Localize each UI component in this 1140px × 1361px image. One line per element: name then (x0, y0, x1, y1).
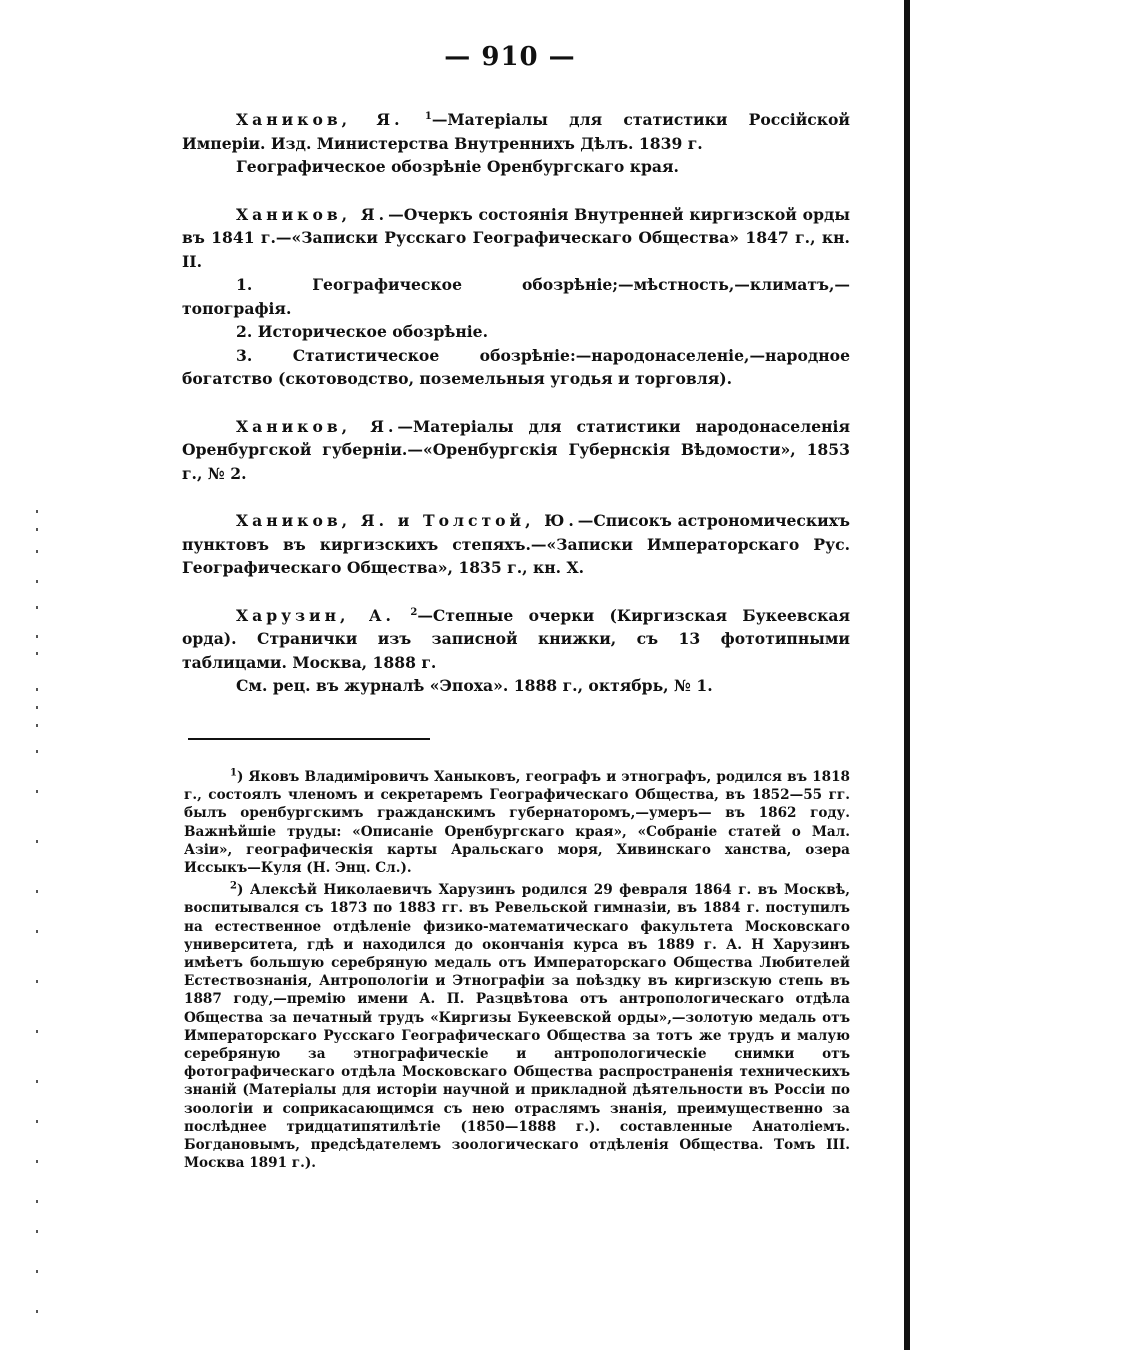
page-edge-rule (904, 0, 910, 1350)
footnotes (184, 768, 850, 1176)
entry-text: —Списокъ астрономическихъ пунктовъ въ киргизскихъ степяхъ.—«Записки Императорскаго Рус. Географическаго Общества», 1835 г., кн. X. (182, 511, 850, 577)
bibliography-entry (182, 509, 850, 580)
footnote (184, 881, 850, 1172)
entry-line: 2. Историческое обозрѣніе. (236, 322, 489, 341)
bibliography-entry (182, 604, 850, 698)
entry-author: Хаников, Я. (236, 110, 404, 129)
entry-text: —Степные очерки (Киргизская Букеевская орда). Странички изъ записной книжки, съ 13 фототипными таблицами. Москва, 1888 г. (182, 605, 851, 672)
bibliography-entry (182, 415, 850, 486)
entry-line (182, 604, 850, 675)
page-number: — 910 — (444, 42, 576, 72)
footnote-text: ) Яковъ Владиміровичъ Ханыковъ, географъ и этнографъ, родился въ 1818 г., состоялъ членомъ и секретаремъ Географическаго Общества, въ 1852—55 гг. былъ оренбургскимъ гражданскимъ губернаторомъ,—умеръ— въ 1862 году. Важнѣйшіе труды: «Описаніе Оренбургскаго края», «Собраніе статей о Мал. Азіи», географическія карты Аральскаго моря, Хивинскаго ханства, озера Иссыкъ—Куля (Н. Энц. Сл.). (184, 769, 850, 877)
footnote-ref: 1 (424, 110, 432, 122)
entry-line: См. рец. въ журналѣ «Эпоха». 1888 г., октябрь, № 1. (236, 676, 713, 695)
bibliography-entry (182, 108, 850, 179)
entry-line: 1. Географическое обозрѣніе;—мѣстность,—климатъ,—топографія. (182, 275, 850, 318)
scan-noise-speckles (36, 510, 44, 1350)
entry-line (182, 108, 850, 155)
bibliography-entry (182, 203, 850, 391)
entry-text: —Матеріалы для статистики народонаселенія Оренбургской губерніи.—«Оренбургскія Губернскія Вѣдомости», 1853 г., № 2. (182, 416, 850, 483)
footnote-divider (188, 738, 430, 740)
footnote-number: 2 (230, 880, 237, 892)
entry-line (182, 415, 850, 486)
entry-text: —Очеркъ состоянія Внутренней киргизской орды въ 1841 г.—«Записки Русскаго Географическаго Общества» 1847 г., кн. II. (182, 204, 851, 271)
entry-line (182, 203, 850, 274)
entry-line: Географическое обозрѣніе Оренбургскаго края. (236, 157, 679, 176)
entry-line (182, 509, 850, 580)
entry-text: —Матеріалы для статистики Россійской Имперіи. Изд. Министерства Внутреннихъ Дѣлъ. 1839 г. (182, 110, 850, 153)
entry-line: 3. Статистическое обозрѣніе:—народонаселеніе,—народное богатство (скотоводство, поземельныя угодья и торговля). (182, 345, 850, 388)
bibliography-list (182, 108, 850, 722)
entry-author: Харузин, А. (236, 605, 395, 625)
entry-author: Хаников, Я. (236, 204, 389, 224)
footnote-text: ) Алексѣй Николаевичъ Харузинъ родился 29 февраля 1864 г. въ Москвѣ, воспитывался съ 1873 по 1883 гг. въ Ревельской гимназіи, въ 1884 г. поступилъ на естественное отдѣленіе физико-математическаго факультета Московскаго университета, гдѣ и находился до окончанія курса въ 1889 г. А. Н Харузинъ имѣетъ большую серебряную медаль отъ Императорскаго Общества Любителей Естествознанія, Антропологіи и Этнографіи за поѣздку въ киргизскую степь въ 1887 году,—премію имени А. П. Разцвѣтова отъ антропологическаго отдѣла Общества за печатный трудъ «Киргизы Букеевской орды»,—золотую медаль отъ Императорскаго Русскаго Географическаго Общества за тотъ же трудъ и малую серебряную за этнографическіе и антропологическіе снимки отъ фотографическаго отдѣла Московскаго Общества распространенія техническихъ знаній (Матеріалы для исторіи научной и прикладной дѣятельности въ Россіи по зоологіи и соприкасающимся съ нею отраслямъ знанія, преимущественно за послѣднее тридцатипятилѣтіе (1850—1888 г.). составленные Анатоліемъ. Богдановымъ, предсѣдателемъ зоологическаго отдѣленія Общества. Томъ III. Москва 1891 г.). (184, 882, 850, 1172)
entry-author: Хаников, Я. и Толстой, Ю. (236, 511, 578, 530)
footnote-ref: 2 (410, 606, 418, 618)
entry-author: Хаников, Я. (236, 416, 398, 436)
footnote (184, 768, 850, 877)
footnote-number: 1 (230, 767, 237, 779)
